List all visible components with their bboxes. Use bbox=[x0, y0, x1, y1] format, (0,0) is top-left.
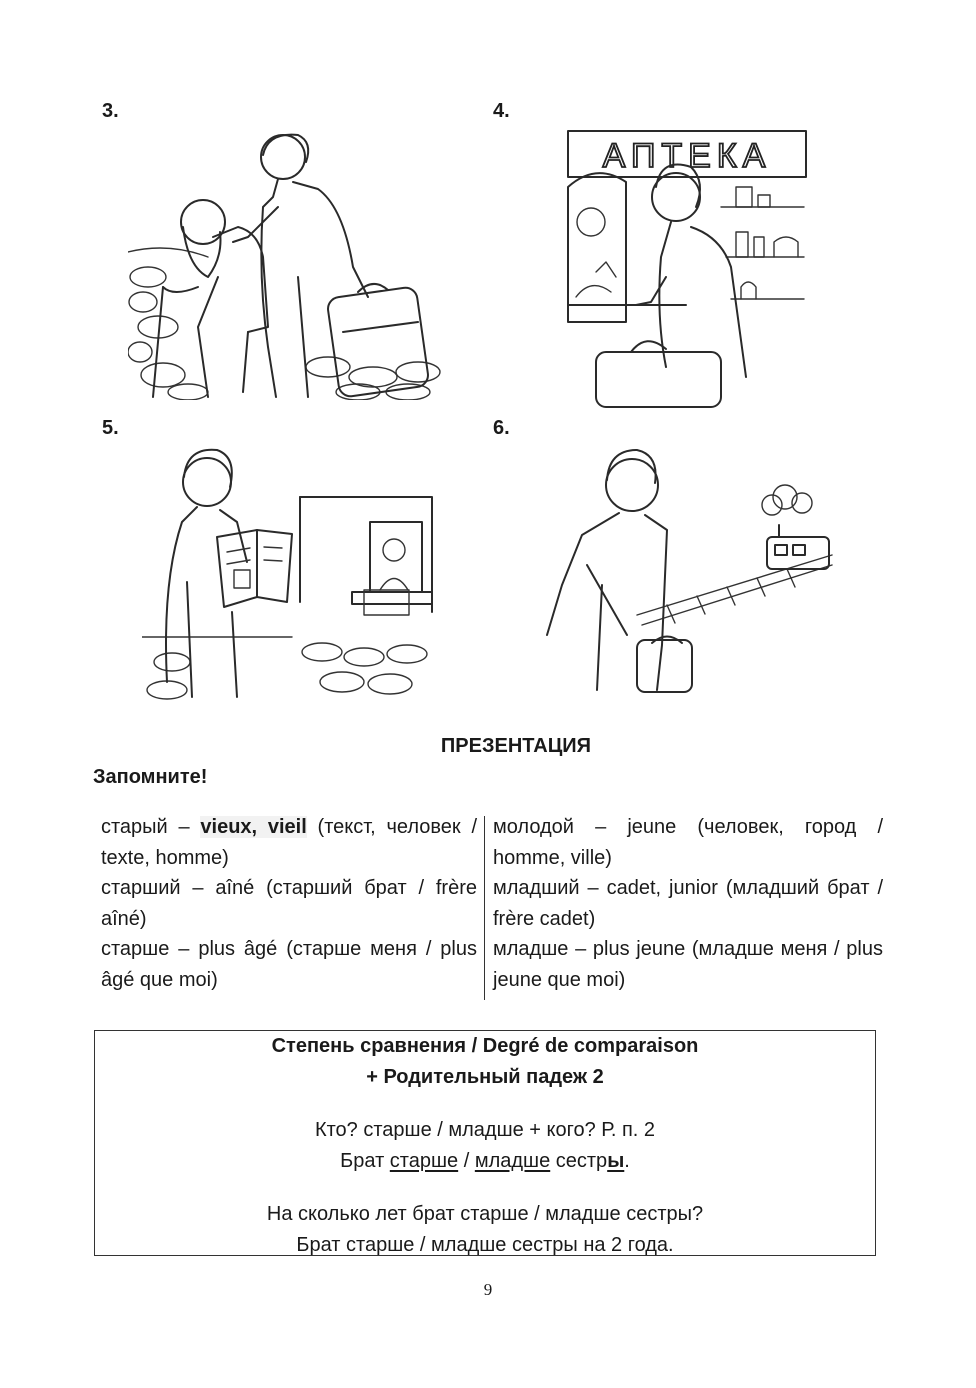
grammar-question: На сколько лет брат старше / младше сестры? bbox=[266, 1203, 704, 1225]
column-divider bbox=[484, 816, 485, 1000]
illustration-old-man-stairs bbox=[128, 127, 448, 400]
grammar-example: Брат старше / младше сестры. bbox=[340, 1150, 630, 1172]
pharmacy-sign: АПТЕКА bbox=[602, 137, 772, 175]
vocab-entry-mladshe: младше – plus jeune (младше меня / plus jeune que moi) bbox=[493, 938, 883, 991]
vocab-column-young bbox=[493, 812, 883, 995]
grammar-pattern: Кто? старше / младше + кого? Р. п. 2 bbox=[314, 1119, 656, 1141]
section-title: ПРЕЗЕНТАЦИЯ bbox=[440, 735, 592, 757]
grammar-box bbox=[94, 1030, 876, 1256]
illustration-newspaper-kiosk bbox=[142, 442, 437, 704]
vocab-entry-molodoy: молодой – jeune (человек, город / homme, ville) bbox=[493, 816, 883, 869]
remember-label: Запомните! bbox=[93, 766, 208, 788]
panel-number-5: 5. bbox=[102, 417, 119, 439]
vocab-entry-mladshiy: младший – cadet, junior (младший брат / frère cadet) bbox=[493, 877, 883, 930]
panel-number-4: 4. bbox=[493, 100, 510, 122]
grammar-answer: Брат старше / младше сестры на 2 года. bbox=[296, 1234, 674, 1256]
vocab-entry-stary: старый – vieux, vieil (текст, человек / texte, homme) bbox=[101, 816, 478, 869]
vocab-entry-starshiy: старший – aîné (старший брат / frère aîné) bbox=[101, 877, 477, 930]
panel-number-6: 6. bbox=[493, 417, 510, 439]
illustration-train-platform bbox=[527, 445, 837, 695]
illustration-pharmacy bbox=[536, 127, 826, 411]
page-number: 9 bbox=[483, 1280, 493, 1299]
grammar-heading-1: Степень сравнения / Degré de comparaison bbox=[271, 1035, 699, 1057]
grammar-heading-2: + Родительный падеж 2 bbox=[366, 1066, 604, 1088]
panel-number-3: 3. bbox=[102, 100, 119, 122]
vocab-column-old bbox=[101, 812, 477, 995]
vocab-entry-starshe: старше – plus âgé (старше меня / plus âgé que moi) bbox=[101, 938, 477, 991]
